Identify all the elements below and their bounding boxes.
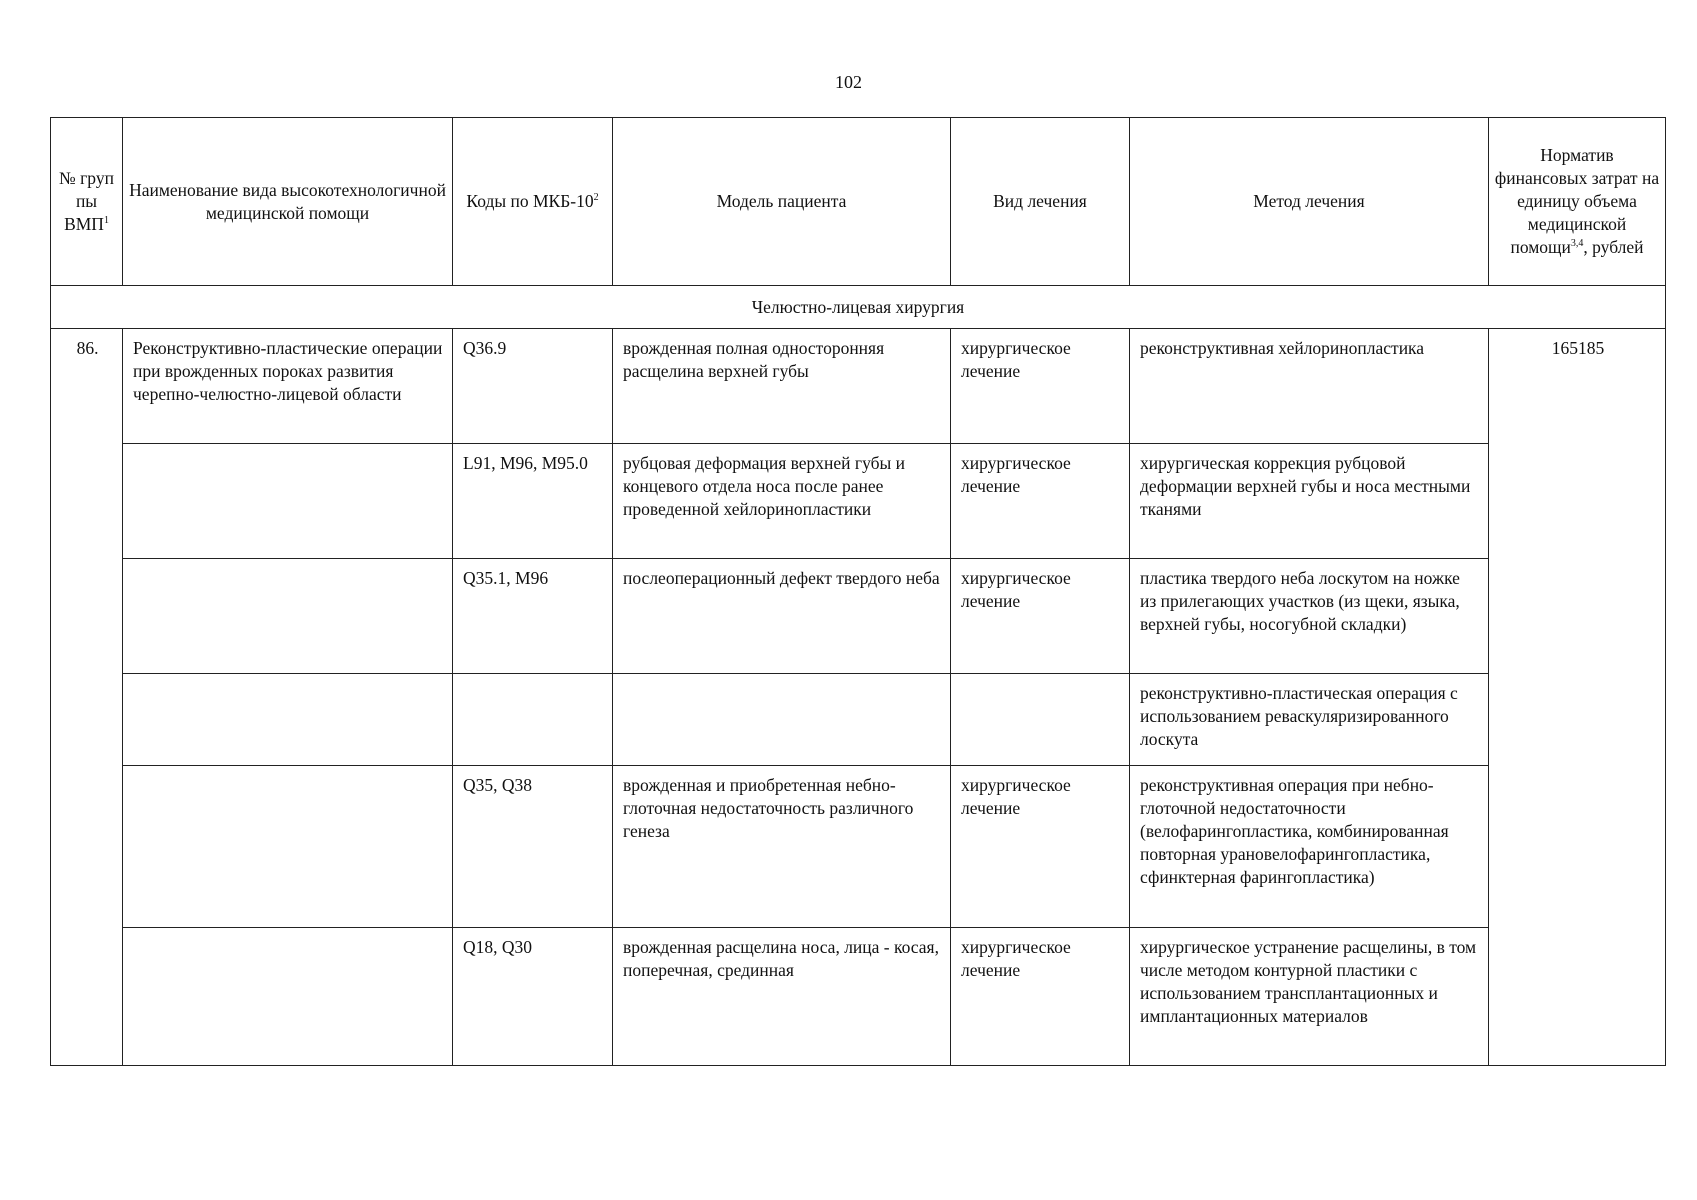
cell-method: реконструктивная операция при небно-глоточной недостаточности (велофарингопластика, комбинированная повторная урановелофарингопластика, сфинктерная фарингопластика) <box>1130 766 1489 928</box>
cell-model: врожденная полная односторонняя расщелина верхней губы <box>613 329 951 444</box>
table-row <box>51 928 1666 1066</box>
cell-name-empty <box>123 766 453 928</box>
cell-model: врожденная и приобретенная небно-глоточная недостаточность различного генеза <box>613 766 951 928</box>
page-number: 102 <box>835 72 862 92</box>
header-group-no: № груп пы ВМП$^1$ <box>51 118 123 286</box>
section-title: Челюстно-лицевая хирургия <box>51 286 1666 329</box>
header-treatment-method: Метод лечения <box>1130 118 1489 286</box>
header-patient-model: Модель пациента <box>613 118 951 286</box>
header-treatment-type: Вид лечения <box>951 118 1130 286</box>
cell-model: послеоперационный дефект твердого неба <box>613 559 951 674</box>
cell-codes: L91, M96, M95.0 <box>453 444 613 559</box>
cell-name-empty <box>123 559 453 674</box>
group-number: 86. <box>51 329 123 1066</box>
header-name: Наименование вида высокотехнологичной медицинской помощи <box>123 118 453 286</box>
cell-type: хирургическое лечение <box>951 559 1130 674</box>
cell-type: хирургическое лечение <box>951 928 1130 1066</box>
group-name: Реконструктивно-пластические операции при врожденных пороках развития черепно-челюстно-лицевой области <box>123 329 453 444</box>
cell-model: врожденная расщелина носа, лица - косая, поперечная, срединная <box>613 928 951 1066</box>
cell-method: хирургическая коррекция рубцовой деформации верхней губы и носа местными тканями <box>1130 444 1489 559</box>
cell-type <box>951 674 1130 766</box>
cell-type: хирургическое лечение <box>951 444 1130 559</box>
cell-method: реконструктивно-пластическая операция с использованием реваскуляризированного лоскута <box>1130 674 1489 766</box>
cell-model: рубцовая деформация верхней губы и концевого отдела носа после ранее проведенной хейлоринопластики <box>613 444 951 559</box>
header-codes: Коды по МКБ-$10^2$ <box>453 118 613 286</box>
cell-type: хирургическое лечение <box>951 329 1130 444</box>
cell-codes: Q35.1, M96 <box>453 559 613 674</box>
table-row <box>51 559 1666 674</box>
header-norm: Норматив финансовых затрат на единицу объема медицинской помощи$^{3,4}$, рублей <box>1489 118 1666 286</box>
table-row <box>51 444 1666 559</box>
cell-name-empty <box>123 444 453 559</box>
cell-codes: Q36.9 <box>453 329 613 444</box>
group-norm: 165185 <box>1489 329 1666 1066</box>
table-row <box>51 766 1666 928</box>
cell-codes: Q18, Q30 <box>453 928 613 1066</box>
vmp-table <box>50 117 1666 1066</box>
cell-name-empty <box>123 674 453 766</box>
cell-codes: Q35, Q38 <box>453 766 613 928</box>
cell-model <box>613 674 951 766</box>
table-row <box>51 329 1666 444</box>
table-row <box>51 674 1666 766</box>
cell-name-empty <box>123 928 453 1066</box>
header-row <box>51 118 1666 286</box>
cell-codes <box>453 674 613 766</box>
section-row <box>51 286 1666 329</box>
cell-method: хирургическое устранение расщелины, в том числе методом контурной пластики с использованием трансплантационных и имплантационных материалов <box>1130 928 1489 1066</box>
cell-method: пластика твердого неба лоскутом на ножке из прилегающих участков (из щеки, языка, верхней губы, носогубной складки) <box>1130 559 1489 674</box>
cell-type: хирургическое лечение <box>951 766 1130 928</box>
cell-method: реконструктивная хейлоринопластика <box>1130 329 1489 444</box>
